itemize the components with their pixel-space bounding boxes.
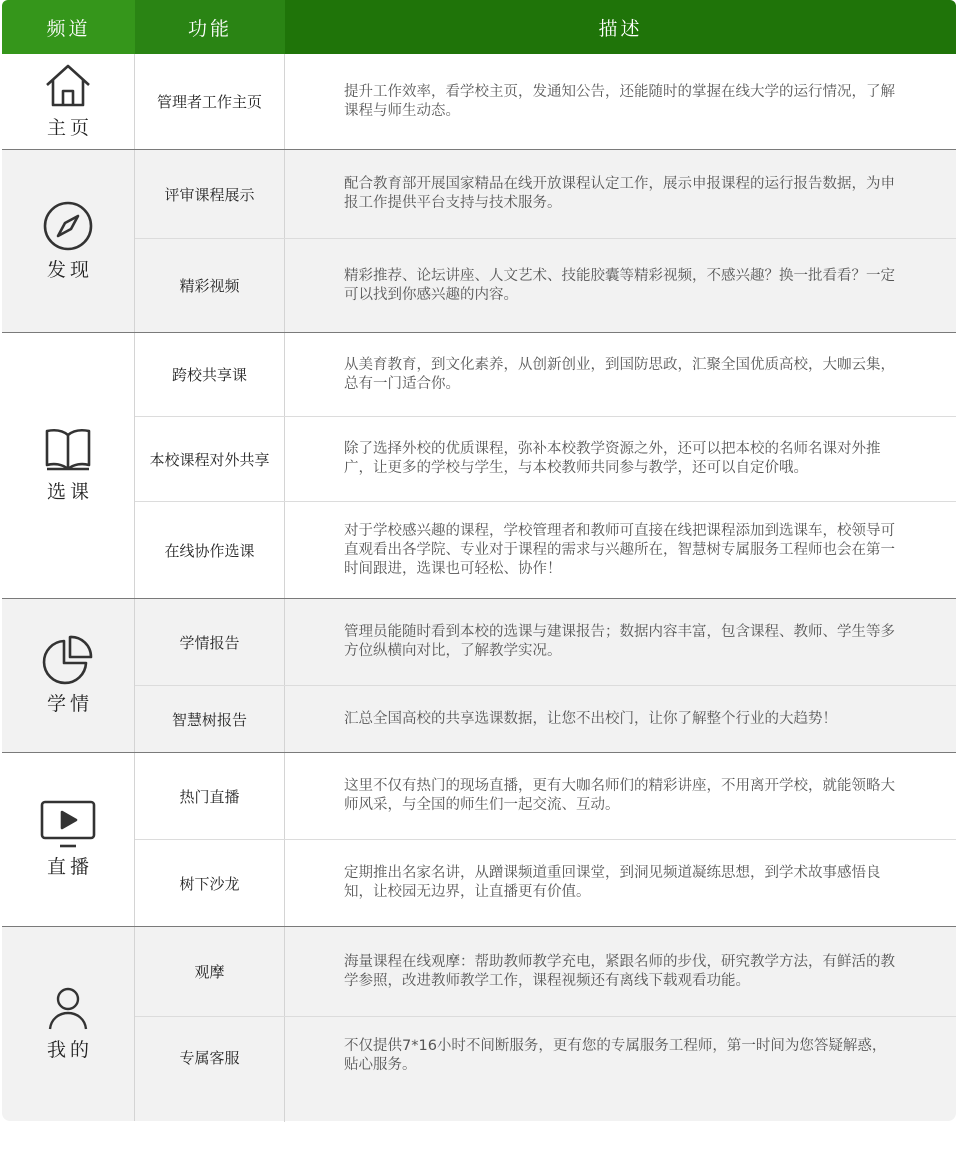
table-row bbox=[135, 502, 956, 598]
table-row bbox=[135, 417, 956, 502]
channel-group-learning-status bbox=[2, 598, 956, 752]
function-cell: 学情报告 bbox=[135, 599, 285, 685]
channel-cell bbox=[2, 927, 135, 1121]
channel-cell bbox=[2, 599, 135, 752]
description-cell: 提升工作效率，看学校主页，发通知公告，还能随时的掌握在线大学的运行情况，了解课程与师生动态。 bbox=[344, 83, 895, 119]
function-cell: 树下沙龙 bbox=[135, 840, 285, 926]
table-row bbox=[135, 150, 956, 239]
table-row bbox=[135, 239, 956, 332]
function-cell: 跨校共享课 bbox=[135, 333, 285, 416]
header-function: 功能 bbox=[135, 0, 285, 54]
table-row bbox=[135, 686, 956, 752]
function-cell: 评审课程展示 bbox=[135, 150, 285, 238]
description-cell: 管理员能随时看到本校的选课与建课报告；数据内容丰富，包含课程、教师、学生等多方位纵横向对比，了解教学实况。 bbox=[344, 624, 895, 659]
channel-cell bbox=[2, 150, 135, 332]
channel-cell bbox=[2, 54, 135, 149]
table-row bbox=[135, 599, 956, 686]
channel-group-live bbox=[2, 752, 956, 926]
table-row bbox=[135, 840, 956, 926]
book-icon bbox=[44, 427, 92, 473]
channel-label: 直播 bbox=[46, 856, 93, 878]
table-row bbox=[135, 54, 956, 149]
table-row bbox=[135, 927, 956, 1017]
channel-cell bbox=[2, 333, 135, 598]
channel-group-discover bbox=[2, 149, 956, 332]
user-icon bbox=[48, 987, 88, 1031]
function-cell: 热门直播 bbox=[135, 753, 285, 839]
live-video-icon bbox=[40, 800, 96, 848]
function-cell: 管理者工作主页 bbox=[135, 54, 285, 149]
channel-label: 主页 bbox=[46, 117, 93, 139]
channel-label: 发现 bbox=[46, 258, 93, 281]
function-cell: 智慧树报告 bbox=[135, 686, 285, 752]
description-cell: 配合教育部开展国家精品在线开放课程认定工作，展示申报课程的运行报告数据，为申报工作提供平台支持与技术服务。 bbox=[344, 176, 895, 211]
channel-label: 学情 bbox=[46, 693, 93, 715]
description-cell: 定期推出名家名讲，从蹭课频道重回课堂，到洞见频道凝练思想，到学术故事感悟良知，让校园无边界，让直播更有价值。 bbox=[344, 865, 881, 900]
channel-group-course-selection bbox=[2, 332, 956, 598]
home-icon bbox=[44, 63, 92, 109]
description-cell: 精彩推荐、论坛讲座、人文艺术、技能胶囊等精彩视频，不感兴趣？换一批看看？一定可以找到你感兴趣的内容。 bbox=[344, 267, 895, 303]
description-cell: 这里不仅有热门的现场直播，更有大咖名师们的精彩讲座，不用离开学校，就能领略大师风采，与全国的师生们一起交流、互动。 bbox=[344, 778, 895, 813]
compass-icon bbox=[43, 201, 93, 251]
function-cell: 在线协作选课 bbox=[135, 502, 285, 598]
table-row bbox=[135, 333, 956, 417]
description-cell: 除了选择外校的优质课程，弥补本校教学资源之外，还可以把本校的名师名课对外推广，让更多的学校与学生，与本校教师共同参与教学，还可以自定价哦。 bbox=[344, 441, 881, 476]
pie-chart-icon bbox=[42, 635, 94, 685]
header-description: 描述 bbox=[285, 0, 956, 54]
description-cell: 从美育教育，到文化素养，从创新创业，到国防思政，汇聚全国优质高校，大咖云集，总有一门适合你。 bbox=[344, 356, 895, 392]
function-cell: 精彩视频 bbox=[135, 239, 285, 332]
function-cell: 观摩 bbox=[135, 927, 285, 1016]
channel-cell bbox=[2, 753, 135, 926]
channel-label: 我的 bbox=[46, 1038, 93, 1061]
channel-label: 选课 bbox=[46, 481, 93, 503]
description-cell: 海量课程在线观摩：帮助教师教学充电，紧跟名师的步伐，研究教学方法，有鲜活的教学参照，改进教师教学工作，课程视频还有离线下载观看功能。 bbox=[344, 953, 895, 989]
description-cell: 不仅提供7*16小时不间断服务，更有您的专属服务工程师，第一时间为您答疑解惑，贴心服务。 bbox=[344, 1038, 887, 1073]
channel-group-home bbox=[2, 54, 956, 149]
channel-group-mine bbox=[2, 926, 956, 1121]
header-channel: 频道 bbox=[2, 0, 135, 54]
table-row bbox=[135, 1017, 956, 1122]
table-row bbox=[135, 753, 956, 840]
function-cell: 本校课程对外共享 bbox=[135, 417, 285, 501]
description-cell: 对于学校感兴趣的课程，学校管理者和教师可直接在线把课程添加到选课车，校领导可直观看出各学院、专业对于课程的需求与兴趣所在，智慧树专属服务工程师也会在第一时间跟进，选课也可轻松、协作！ bbox=[344, 522, 895, 577]
description-cell: 汇总全国高校的共享选课数据，让您不出校门，让你了解整个行业的大趋势！ bbox=[344, 710, 837, 727]
function-cell: 专属客服 bbox=[135, 1017, 285, 1122]
